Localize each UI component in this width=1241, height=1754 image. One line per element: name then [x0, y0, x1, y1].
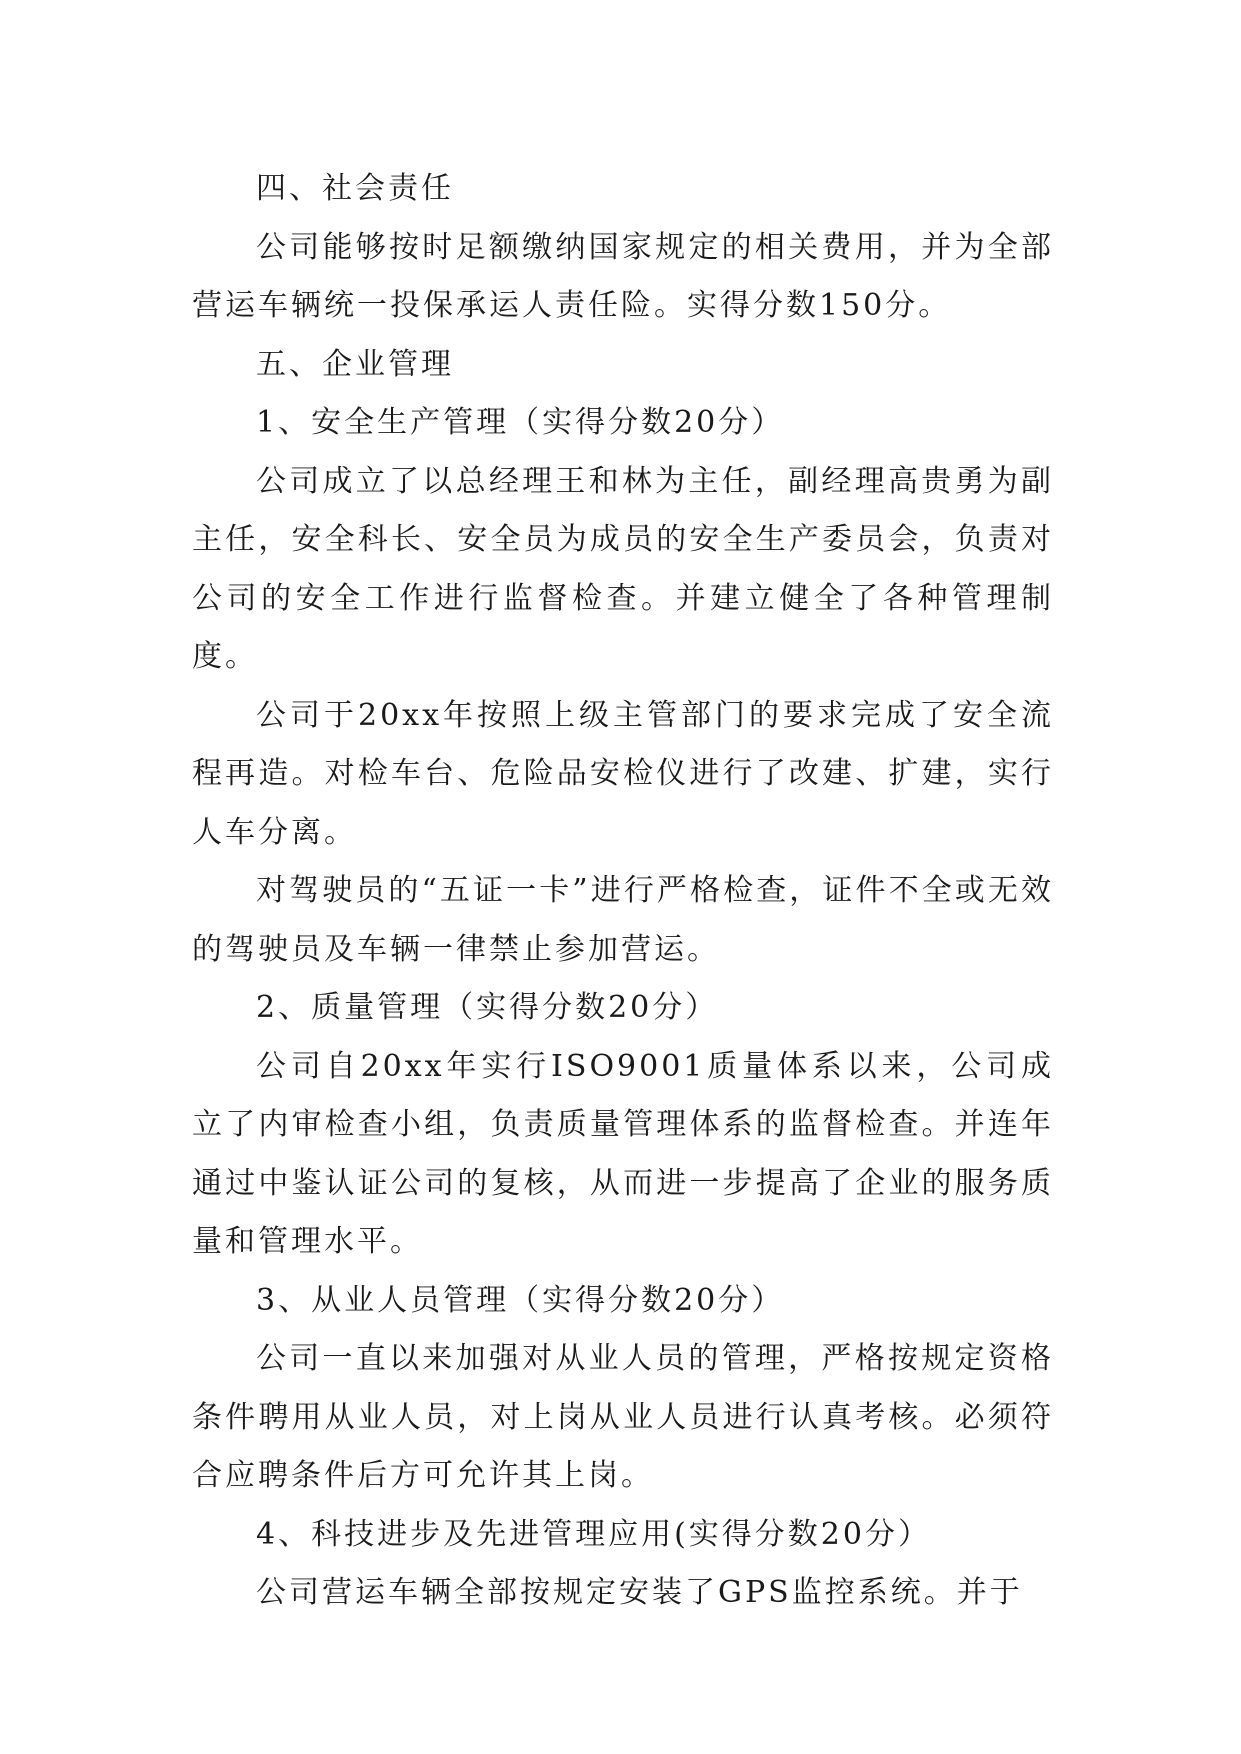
- paragraph-gps-system: 公司营运车辆全部按规定安装了GPS监控系统。并于: [256, 1575, 1023, 1610]
- subheading-staff-management: 3、从业人员管理（实得分数20分）: [256, 1282, 785, 1318]
- subheading-quality-management: 2、质量管理（实得分数20分）: [256, 990, 719, 1025]
- section-heading-social-responsibility: 四、社会责任: [256, 171, 454, 206]
- subheading-safety-management: 1、安全生产管理（实得分数20分）: [256, 405, 785, 440]
- paragraph-social-responsibility: 公司能够按时足额缴纳国家规定的相关费用，并为全部营运车辆统一投保承运人责任险。实得分数150分。: [192, 229, 1054, 323]
- subheading-technology-management: 4、科技进步及先进管理应用(实得分数20分）: [256, 1516, 931, 1552]
- section-heading-enterprise-management: 五、企业管理: [256, 346, 454, 382]
- paragraph-driver-inspection: 对驾驶员的“五证一卡”进行严格检查，证件不全或无效的驾驶员及车辆一律禁止参加营运。: [192, 873, 1054, 967]
- paragraph-quality-system: 公司自20xx年实行ISO9001质量体系以来，公司成立了内审检查小组，负责质量管理体系的监督检查。并连年通过中鉴认证公司的复核，从而进一步提高了企业的服务质量和管理水平。: [192, 1048, 1054, 1259]
- paragraph-staff-management: 公司一直以来加强对从业人员的管理，严格按规定资格条件聘用从业人员，对上岗从业人员进行认真考核。必须符合应聘条件后方可允许其上岗。: [192, 1341, 1054, 1493]
- paragraph-safety-committee: 公司成立了以总经理王和林为主任，副经理高贵勇为副主任，安全科长、安全员为成员的安全生产委员会，负责对公司的安全工作进行监督检查。并建立健全了各种管理制度。: [192, 463, 1054, 674]
- document-body: [192, 160, 1054, 1623]
- paragraph-safety-process: 公司于20xx年按照上级主管部门的要求完成了安全流程再造。对检车台、危险品安检仪进行了改建、扩建，实行人车分离。: [192, 697, 1054, 850]
